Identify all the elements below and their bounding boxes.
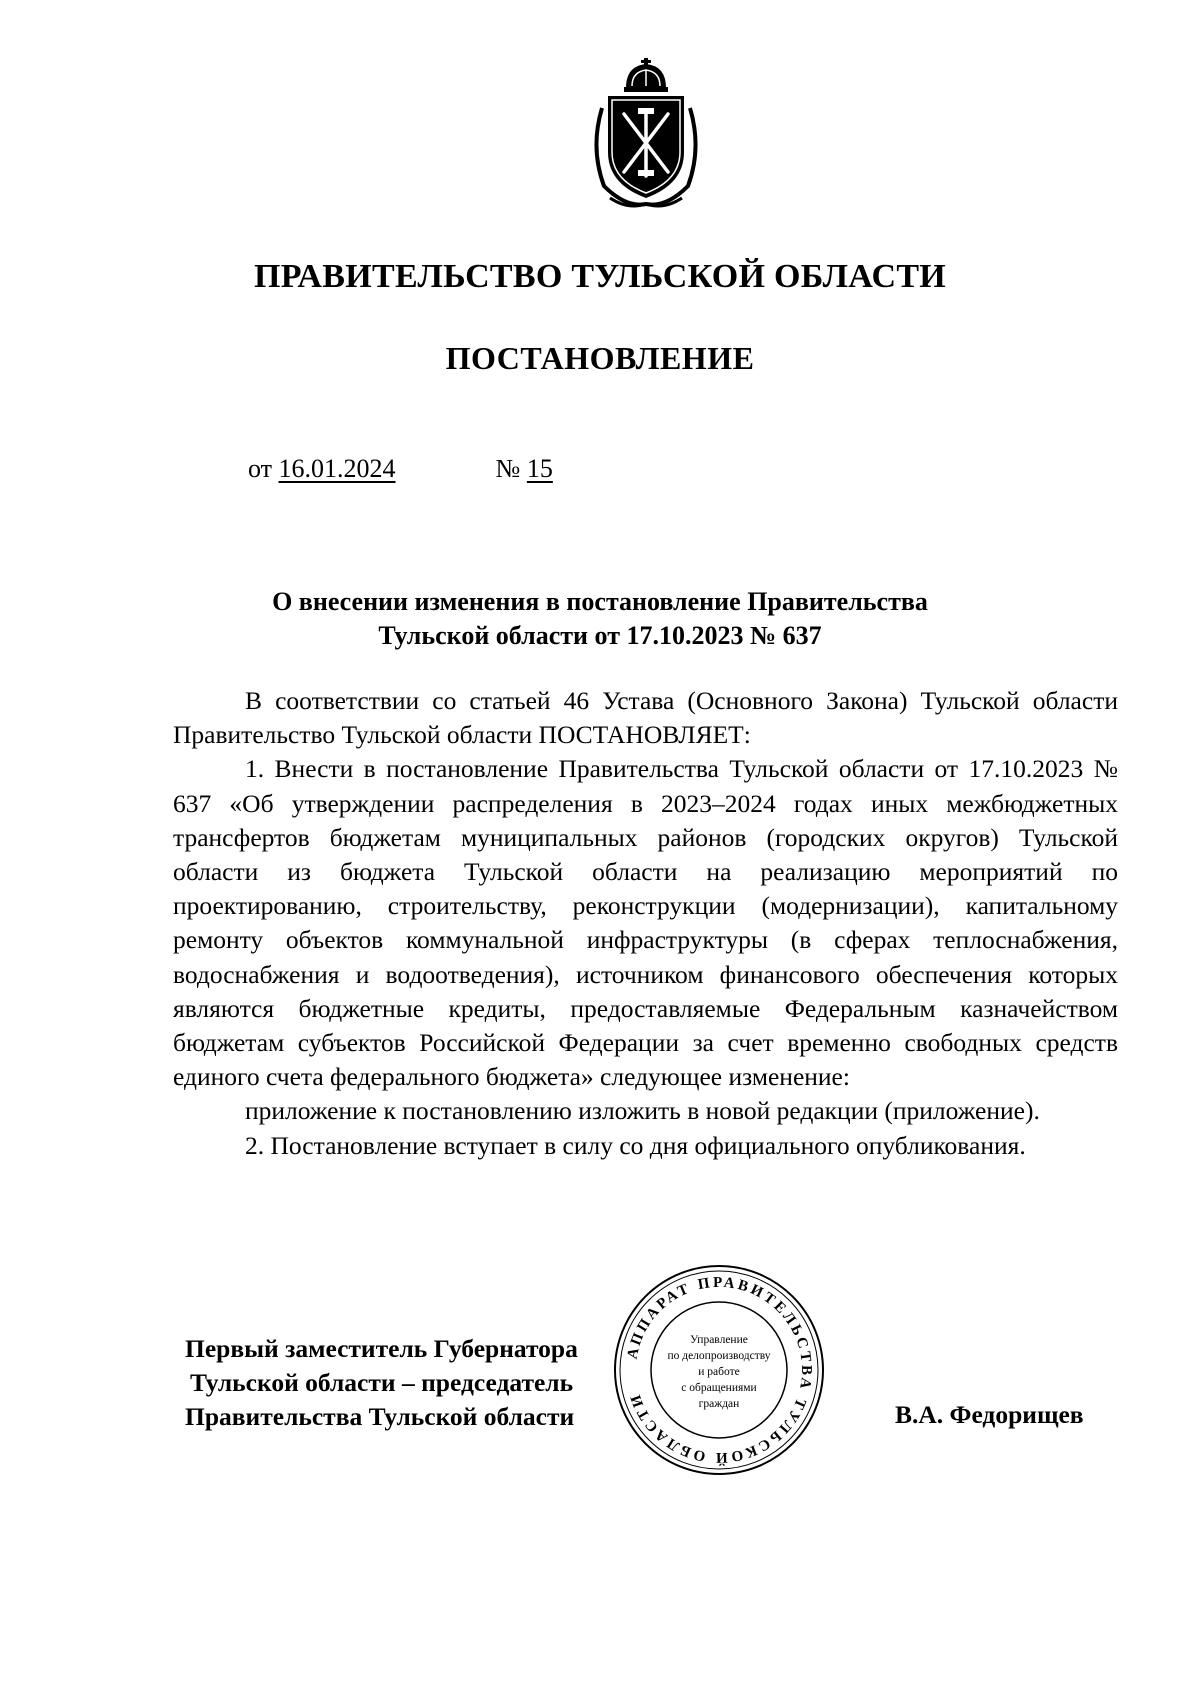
signatory-line-2: Тульской области – председатель [190, 1368, 574, 1397]
crown-icon [624, 58, 668, 92]
stamp-inner-line-5: граждан [698, 1398, 740, 1410]
date-prefix: от [248, 454, 273, 483]
signatory-line-1: Первый заместитель Губернатора [185, 1334, 578, 1363]
title-line-1: О внесении изменения в постановление Правительства [272, 587, 928, 616]
body-paragraph-preamble: В соответствии со статьей 46 Устава (Основного Закона) Тульской области Правительство Тульской области ПОСТАНОВЛЯЕТ: [173, 686, 1118, 750]
stamp-inner-line-3: и работе [698, 1366, 740, 1378]
stamp-inner-line-1: Управление [690, 1334, 748, 1346]
official-stamp [612, 1263, 826, 1477]
document-body [173, 684, 1118, 1163]
coat-of-arms-emblem [582, 58, 710, 210]
number-prefix: № [495, 454, 521, 483]
signatory-line-3: Правительства Тульской области [185, 1402, 575, 1431]
signatory-position [185, 1332, 578, 1434]
body-paragraph-item-2: 2. Постановление вступает в силу со дня официального опубликования. [245, 1130, 1026, 1160]
document-title [0, 585, 1200, 653]
signatory-name: В.А. Федорищев [895, 1400, 1084, 1429]
document-date: 16.01.2024 [278, 454, 396, 483]
date-number-line [248, 454, 553, 484]
document-number: 15 [526, 454, 553, 483]
stamp-ring-text: АППАРАТ ПРАВИТЕЛЬСТВА ТУЛЬСКОЙ ОБЛАСТИ [624, 1274, 815, 1466]
stamp-inner-line-2: по делопроизводству [667, 1350, 771, 1362]
document-type: ПОСТАНОВЛЕНИЕ [445, 340, 755, 376]
organization-name: ПРАВИТЕЛЬСТВО ТУЛЬСКОЙ ОБЛАСТИ [253, 258, 947, 295]
body-paragraph-item-1: 1. Внести в постановление Правительства Тульской области от 17.10.2023 № 637 «Об утверждении распределения в 2023–2024 годах иных межбюджетных трансфертов бюджетам муниципальных районов (городских округов) Тульской области из бюджета Тульской области на реализацию мероприятий по проектированию, строительству, реконструкции (модернизации), капитальному ремонту объектов коммунальной инфраструктуры (в сферах теплоснабжения, водоснабжения и водоотведения), источником финансового обеспечения которых являются бюджетные кредиты, предоставляемые Федеральным казначейством бюджетам субъектов Российской Федерации за счет временно свободных средств единого счета федерального бюджета» следующее изменение: [173, 754, 1118, 1092]
body-paragraph-change: приложение к постановлению изложить в новой редакции (приложение). [245, 1096, 1040, 1126]
title-line-2: Тульской области от 17.10.2023 № 637 [378, 621, 822, 650]
stamp-inner-line-4: с обращениями [681, 1382, 757, 1394]
